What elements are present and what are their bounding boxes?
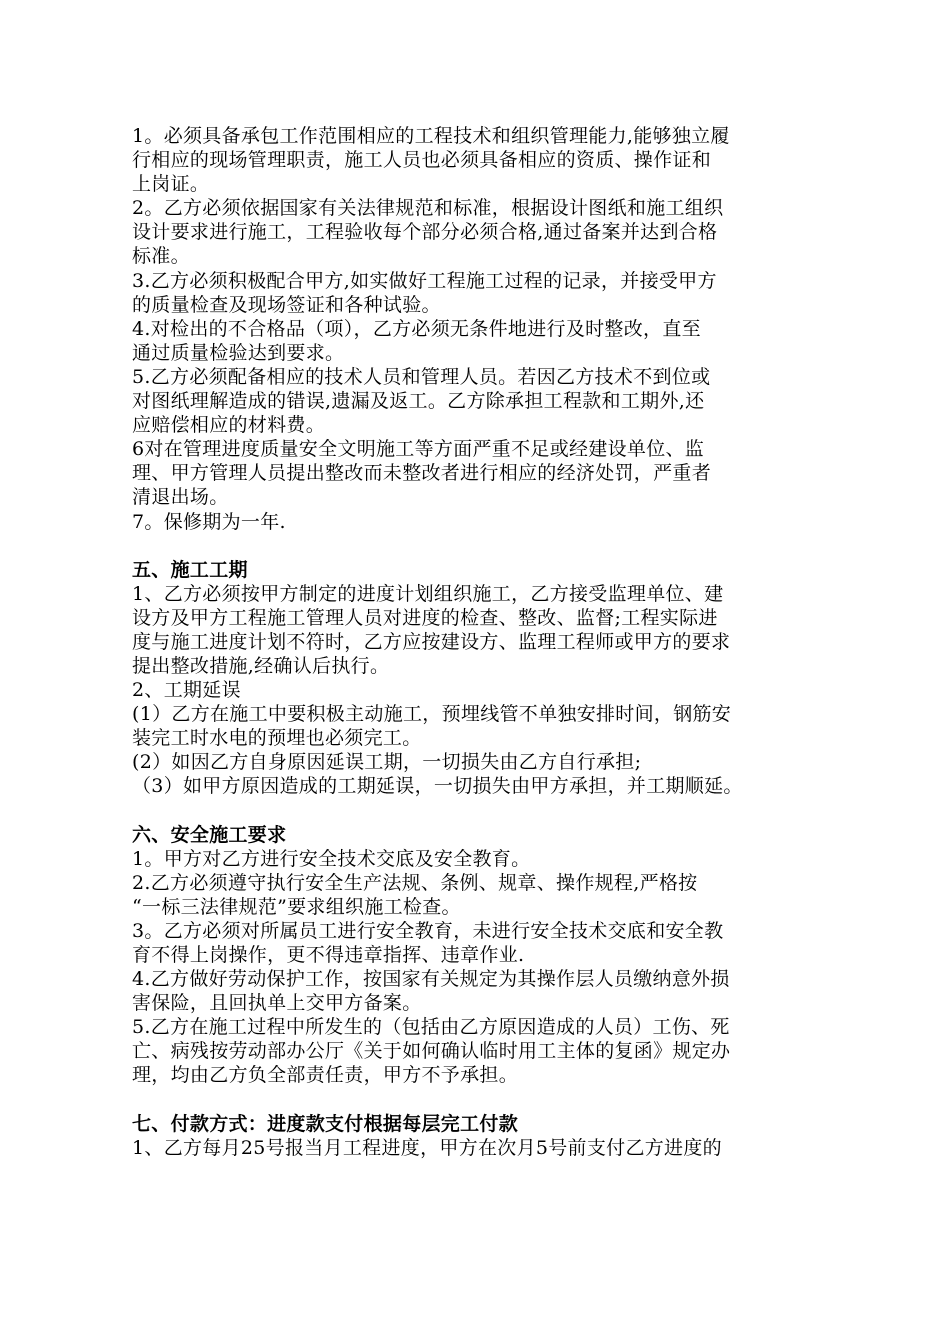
text-line: （3）如甲方原因造成的工期延误，一切损失由甲方承担，并工期顺延。 — [132, 775, 743, 798]
text-line: 1、乙方每月25号报当月工程进度，甲方在次月5号前支付乙方进度的 — [132, 1136, 722, 1159]
quality-item-6 — [132, 437, 832, 509]
text-line: 害保险，且回执单上交甲方备案。 — [132, 992, 422, 1015]
quality-item-1 — [132, 124, 832, 196]
text-line: 6对在管理进度质量安全文明施工等方面严重不足或经建设单位、监 — [132, 438, 705, 461]
text-line: 7。保修期为一年. — [132, 510, 286, 533]
text-line: 设计要求进行施工，工程验收每个部分必须合格,通过备案并达到合格 — [132, 221, 718, 244]
section-heading: 六、安全施工要求 — [132, 823, 287, 846]
text-line: 2.乙方必须遵守执行安全生产法规、条例、规章、操作规程,严格按 — [132, 871, 698, 894]
section-schedule — [132, 558, 832, 799]
text-line: 理、甲方管理人员提出整改而未整改者进行相应的经济处罚，严重者 — [132, 462, 712, 485]
text-line: 的质量检查及现场签证和各种试验。 — [132, 293, 441, 316]
section-heading: 五、施工工期 — [132, 558, 248, 581]
quality-item-5 — [132, 365, 832, 437]
text-line: 通过质量检验达到要求。 — [132, 341, 345, 364]
section-safety — [132, 823, 832, 1088]
paragraph-gap — [132, 799, 832, 823]
section-payment — [132, 1112, 832, 1160]
text-line: 清退出场。 — [132, 486, 229, 509]
document-page — [132, 124, 832, 1160]
text-line: 5.乙方必须配备相应的技术人员和管理人员。若因乙方技术不到位或 — [132, 365, 711, 388]
text-line: 2、工期延误 — [132, 679, 241, 702]
text-line: 5.乙方在施工过程中所发生的（包括由乙方原因造成的人员）工伤、死 — [132, 1016, 730, 1039]
text-line: 对图纸理解造成的错误,遗漏及返工。乙方除承担工程款和工期外,还 — [132, 390, 705, 413]
text-line: 1。甲方对乙方进行安全技术交底及安全教育。 — [132, 847, 531, 870]
text-line: 1。必须具备承包工作范围相应的工程技术和组织管理能力,能够独立履 — [132, 125, 730, 147]
text-line: (2）如因乙方自身原因延误工期，一切损失由乙方自行承担; — [132, 751, 642, 774]
text-line: 亡、病残按劳动部办公厅《关于如何确认临时用工主体的复函》规定办 — [132, 1040, 731, 1063]
text-line: 3.乙方必须积极配合甲方,如实做好工程施工过程的记录，并接受甲方 — [132, 269, 717, 292]
text-line: “一标三法律规范”要求组织施工检查。 — [132, 895, 461, 918]
text-line: 提出整改措施,经确认后执行。 — [132, 654, 390, 677]
text-line: 度与施工进度计划不符时，乙方应按建设方、监理工程师或甲方的要求 — [132, 630, 731, 653]
text-line: 标准。 — [132, 245, 190, 268]
text-line: 装完工时水电的预埋也必须完工。 — [132, 727, 422, 750]
text-line: 育不得上岗操作，更不得违章指挥、违章作业. — [132, 944, 525, 966]
section-heading: 七、付款方式：进度款支付根据每层完工付款 — [132, 1112, 519, 1135]
paragraph-gap — [132, 534, 832, 558]
text-line: 行相应的现场管理职责，施工人员也必须具备相应的资质、操作证和 — [132, 149, 712, 172]
text-line: 设方及甲方工程施工管理人员对进度的检查、整改、监督;工程实际进 — [132, 606, 718, 629]
text-line: 理，均由乙方负全部责任责，甲方不予承担。 — [132, 1064, 519, 1087]
text-line: 应赔偿相应的材料费。 — [132, 414, 326, 437]
text-line: 3。乙方必须对所属员工进行安全教育，未进行安全技术交底和安全教 — [132, 919, 724, 942]
text-line: 上岗证。 — [132, 173, 210, 196]
text-line: 1、乙方必须按甲方制定的进度计划组织施工，乙方接受监理单位、建 — [132, 582, 724, 605]
quality-item-2 — [132, 196, 832, 268]
quality-item-7 — [132, 510, 832, 534]
text-line: (1）乙方在施工中要积极主动施工，预埋线管不单独安排时间，钢筋安 — [132, 703, 732, 726]
quality-item-4 — [132, 317, 832, 365]
text-line: 2。乙方必须依据国家有关法律规范和标准，根据设计图纸和施工组织 — [132, 197, 724, 220]
text-line: 4.对检出的不合格品（项），乙方必须无条件地进行及时整改，直至 — [132, 317, 701, 340]
quality-requirements-list — [132, 124, 832, 534]
quality-item-3 — [132, 269, 832, 317]
text-line: 4.乙方做好劳动保护工作，按国家有关规定为其操作层人员缴纳意外损 — [132, 968, 730, 991]
paragraph-gap — [132, 1088, 832, 1112]
